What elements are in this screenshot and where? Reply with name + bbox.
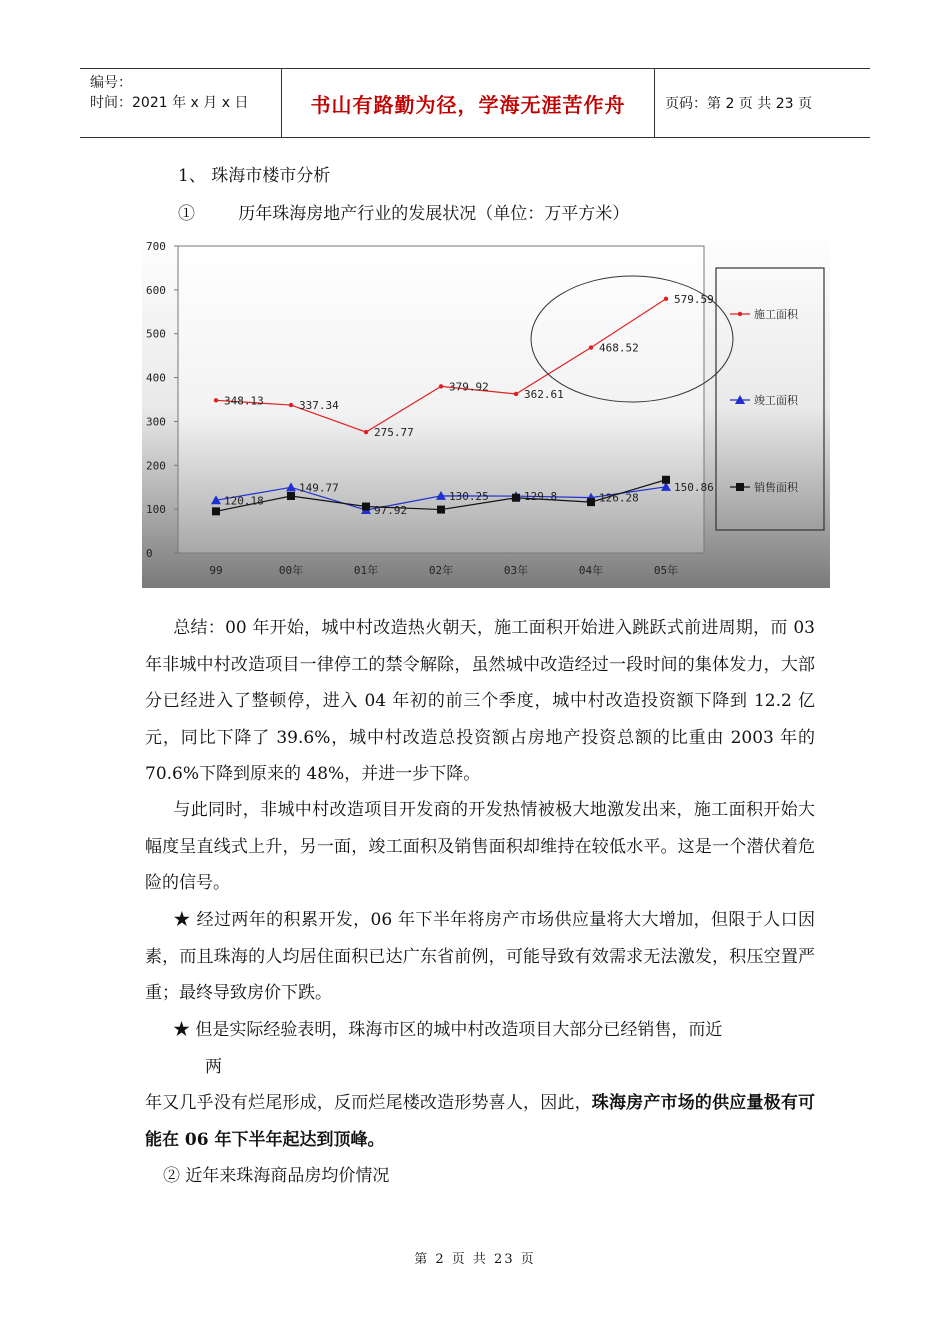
data-label: 362.61	[524, 387, 564, 401]
data-label: 275.77	[374, 426, 414, 440]
legend-label: 销售面积	[754, 481, 798, 494]
x-tick-label: 04年	[578, 564, 604, 577]
paragraph-1-text: 总结：00 年开始，城中村改造热火朝天，施工面积开始进入跳跃式前进周期，而 03 年非城中村改造项目一律停工的禁令解除，虽然城中改造经过一段时间的集体发力，大部分已经进入了整顿停，进入 04 年初的前三个季度，城中村改造投资额下降到 12.2 亿元，同比下降了 39.6%，城中村改造总投资额占房地产投资总额的比重由 2003 年的 70.6%下降到原来的 48%，并进一步下降。	[145, 618, 815, 784]
paragraph-4-conclusion: 珠海房产市场的供应量极有可能在 06 年下半年起达到顶峰。	[145, 1093, 816, 1150]
paragraph-3-text: ★ 经过两年的积累开发，06 年下半年将房产市场供应量将大大增加，但限于人口因素，而且珠海的人均居住面积已达广东省前例，可能导致有效需求无法激发，积压空置严重；最终导致房价下跌。	[145, 910, 815, 1003]
data-label: 150.86	[674, 480, 714, 494]
data-point	[514, 392, 518, 396]
x-tick-label: 05年	[653, 564, 679, 577]
x-tick-label: 00年	[278, 564, 304, 577]
data-label: 337.34	[299, 399, 339, 413]
data-label: 120.18	[224, 494, 264, 508]
data-label: 379.92	[449, 380, 489, 394]
data-point	[512, 494, 520, 502]
section-title: 1、 珠海市楼市分析	[178, 166, 331, 186]
paragraph-3	[145, 902, 815, 1012]
data-label: 468.52	[599, 341, 639, 355]
legend-marker	[738, 312, 742, 316]
y-tick-label: 0	[146, 547, 153, 560]
data-point	[589, 345, 593, 349]
line-chart	[142, 228, 830, 588]
paragraph-4-line-a: ★ 但是实际经验表明，珠海市区的城中村改造项目大部分已经销售，而近	[173, 1020, 723, 1040]
paragraph-2	[145, 792, 815, 902]
legend-label: 竣工面积	[754, 394, 798, 407]
data-point	[362, 503, 370, 511]
data-point	[287, 492, 295, 500]
x-tick-label: 99	[209, 564, 223, 577]
time-label: 时间：2021 年 x 月 x 日	[90, 95, 249, 111]
x-tick-label: 03年	[503, 564, 529, 577]
data-point	[214, 398, 218, 402]
data-label: 126.28	[599, 491, 639, 505]
y-tick-label: 300	[146, 415, 166, 429]
paragraph-5	[145, 1158, 815, 1195]
legend-label: 施工面积	[754, 308, 798, 321]
paragraph-2-text: 与此同时，非城中村改造项目开发商的开发热情被极大地激发出来，施工面积开始大幅度呈直线式上升，另一面，竣工面积及销售面积却维持在较低水平。这是一个潜伏着危险的信号。	[145, 800, 815, 893]
paragraph-4	[145, 1012, 815, 1158]
data-label: 348.13	[224, 394, 264, 408]
paragraph-4-line-b: 两	[205, 1056, 222, 1077]
next-section-title: ② 近年来珠海商品房均价情况	[163, 1166, 390, 1186]
data-point	[439, 384, 443, 388]
data-label: 129.8	[524, 490, 558, 504]
y-tick-label: 500	[146, 327, 166, 341]
header-meta	[80, 69, 282, 137]
page-info: 页码：第 2 页 共 23 页	[665, 96, 812, 112]
motto: 书山有路勤为径，学海无涯苦作舟	[310, 92, 626, 117]
data-label: 149.77	[299, 481, 339, 495]
legend-marker	[736, 483, 744, 491]
chart-caption: ① 历年珠海房地产行业的发展状况（单位：万平方米）	[178, 204, 630, 224]
y-tick-label: 200	[146, 459, 166, 473]
y-tick-label: 400	[146, 371, 166, 385]
data-label: 130.25	[449, 489, 489, 503]
page-footer: 第 2 页 共 23 页	[414, 1252, 536, 1267]
data-point	[364, 430, 368, 434]
summary-paragraph	[145, 610, 815, 793]
x-tick-label: 02年	[428, 564, 454, 577]
chart-svg	[142, 228, 830, 588]
data-point	[212, 507, 220, 515]
data-label: 579.59	[674, 292, 714, 306]
data-label: 97.92	[374, 504, 408, 518]
data-point	[437, 506, 445, 514]
paragraph-4-line-c: 年又几乎没有烂尾形成，反而烂尾楼改造形势喜人，因此，	[145, 1093, 592, 1113]
header-motto-cell	[282, 69, 655, 137]
data-point	[662, 476, 670, 484]
y-tick-label: 700	[146, 240, 166, 253]
number-label: 编号：	[90, 75, 132, 91]
data-point	[587, 498, 595, 506]
data-point	[289, 403, 293, 407]
y-tick-label: 600	[146, 283, 166, 297]
data-point	[664, 297, 668, 301]
y-tick-label: 100	[146, 503, 166, 517]
document-header	[80, 68, 870, 138]
x-tick-label: 01年	[353, 564, 379, 577]
header-page-cell	[655, 69, 870, 137]
